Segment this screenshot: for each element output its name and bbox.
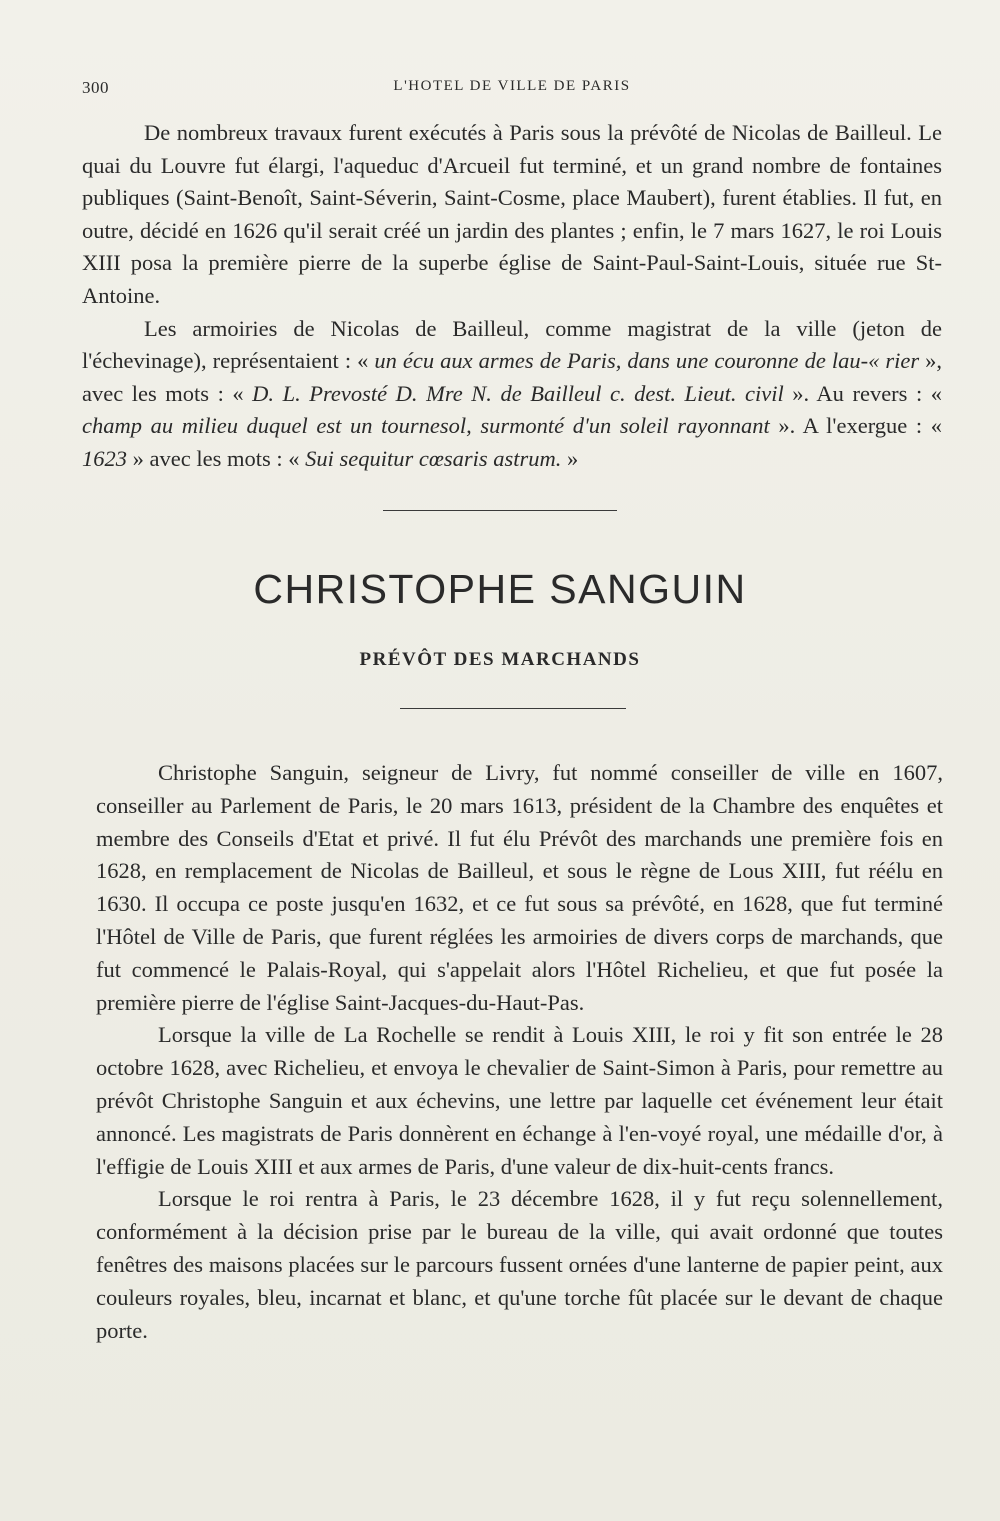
- coat-of-arms-text-5: » avec les mots : «: [127, 445, 306, 471]
- intro-text: [82, 117, 942, 476]
- body-paragraph-3: Lorsque le roi rentra à Paris, le 23 décembre 1628, il y fut reçu solennellement, conformément à la décision prise par le bureau de la ville, qui avait ordonné que toutes fenêtres des maisons placées sur le parcours fussent ornées d'une lanterne de papier peint, aux couleurs royales, bleu, incarnat et blanc, et qu'une torche fût placée sur le devant de chaque porte.: [96, 1186, 943, 1343]
- section-divider-bottom: [400, 708, 626, 709]
- coat-of-arms-text-3: ». Au revers : «: [783, 380, 943, 406]
- coat-of-arms-text-4: ». A l'exergue : «: [769, 413, 942, 439]
- coat-of-arms-text-1: Les armoiries de Nicolas de Bailleul, comme magistrat de la ville (jeton de l'échevinage), représentaient : «: [82, 315, 942, 374]
- body-text: [96, 757, 943, 1347]
- running-title: L'HOTEL DE VILLE DE PARIS: [393, 78, 631, 94]
- coat-of-arms-motto: Sui sequitur cœsaris astrum.: [305, 445, 562, 471]
- coat-of-arms-quote-2: D. L. Prevosté D. Mre N. de Bailleul c. dest. Lieut. civil: [252, 380, 784, 406]
- page-number: 300: [82, 78, 109, 97]
- running-header: [82, 78, 942, 102]
- intro-paragraph-2: [82, 313, 942, 476]
- body-paragraph-2: Lorsque la ville de La Rochelle se rendit à Louis XIII, le roi y fit son entrée le 28 octobre 1628, avec Richelieu, et envoya le chevalier de Saint-Simon à Paris, pour remettre au prévôt Christophe Sanguin et aux échevins, une lettre par laquelle cet événement leur était annoncé. Les magistrats de Paris donnèrent en échange à l'en-voyé royal, une médaille d'or, à l'effigie de Louis XIII et aux armes de Paris, d'une valeur de dix-huit-cents francs.: [96, 1022, 943, 1179]
- coat-of-arms-text-6: »: [561, 445, 579, 471]
- coat-of-arms-text-2: », avec les mots : «: [82, 348, 942, 406]
- section-title: CHRISTOPHE SANGUIN: [253, 566, 747, 612]
- coat-of-arms-year: 1623: [82, 445, 127, 471]
- coat-of-arms-quote-1: un écu aux armes de Paris, dans une couronne de lau-« rier: [374, 348, 920, 374]
- section-divider-top: [383, 510, 617, 511]
- intro-paragraph-1: De nombreux travaux furent exécutés à Paris sous la prévôté de Nicolas de Bailleul. Le quai du Louvre fut élargi, l'aqueduc d'Arcueil fut terminé, et un grand nombre de fontaines publiques (Saint-Benoît, Saint-Séverin, Saint-Cosme, place Maubert), furent établies. Il fut, en outre, décidé en 1626 qu'il serait créé un jardin des plantes ; enfin, le 7 mars 1627, le roi Louis XIII posa la première pierre de la superbe église de Saint-Paul-Saint-Louis, située rue St-Antoine.: [82, 120, 942, 308]
- section-subtitle: PRÉVÔT DES MARCHANDS: [359, 649, 641, 670]
- coat-of-arms-quote-3: champ au milieu duquel est un tournesol, surmonté d'un soleil rayonnant: [82, 413, 770, 439]
- body-paragraph-1: Christophe Sanguin, seigneur de Livry, fut nommé conseiller de ville en 1607, conseiller au Parlement de Paris, le 20 mars 1613, président de la Chambre des enquêtes et membre des Conseils d'Etat et privé. Il fut élu Prévôt des marchands une première fois en 1628, en remplacement de Nicolas de Bailleul, et sous le règne de Lous XIII, fut réélu en 1630. Il occupa ce poste jusqu'en 1632, et ce fut sous sa prévôté, en 1628, que fut terminé l'Hôtel de Ville de Paris, que furent réglées les armoiries de divers corps de marchands, que fut commencé le Palais-Royal, qui s'appelait alors l'Hôtel Richelieu, et que fut posée la première pierre de l'église Saint-Jacques-du-Haut-Pas.: [96, 760, 943, 1015]
